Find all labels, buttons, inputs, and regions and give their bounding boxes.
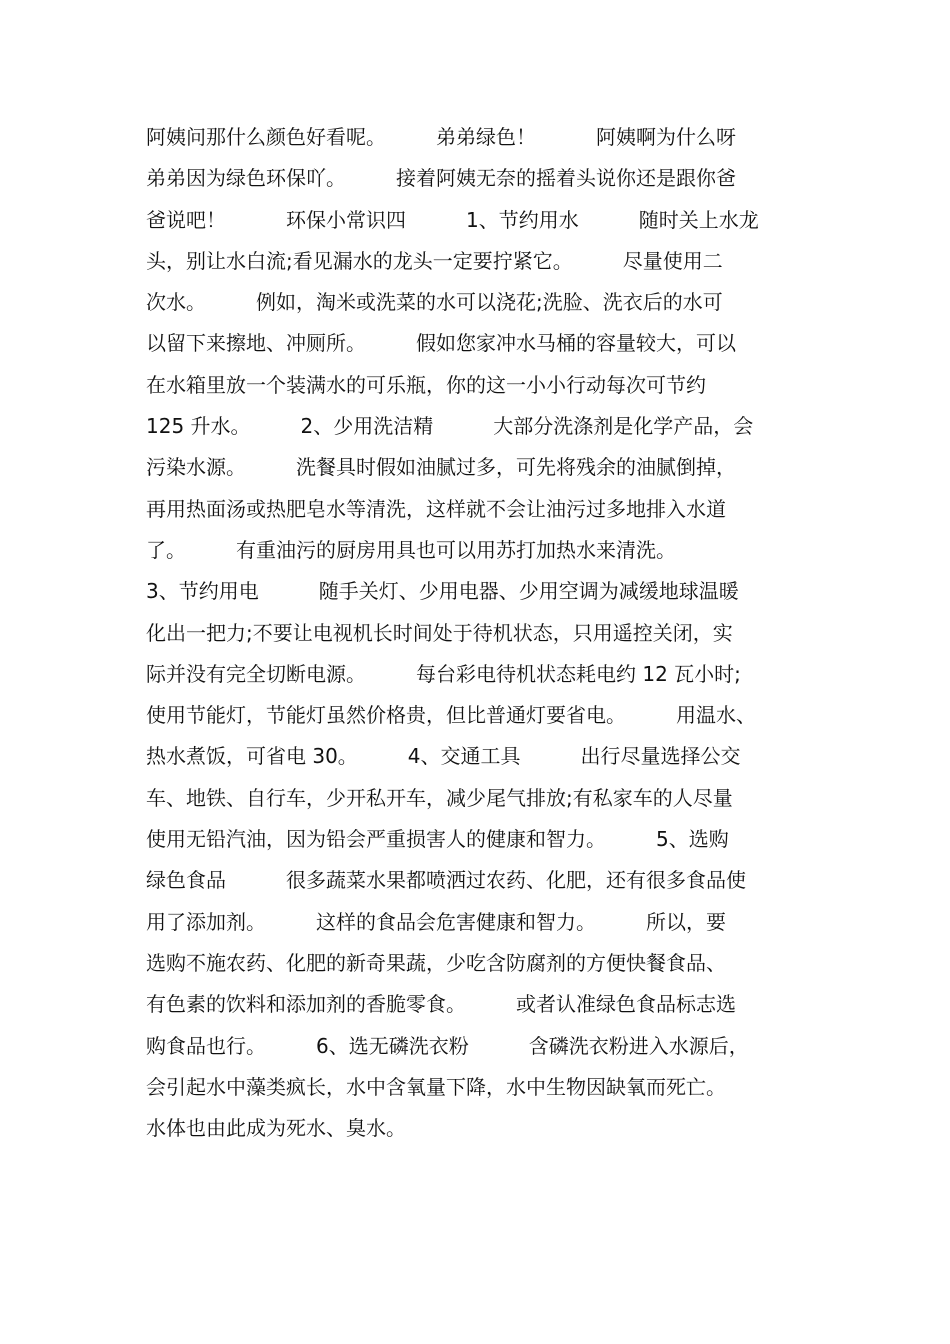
body-text (146, 117, 816, 1149)
text-line: 使用无铅汽油，因为铅会严重损害人的健康和智力。 5、选购 (146, 827, 729, 852)
text-line: 污染水源。 洗餐具时假如油腻过多，可先将残余的油腻倒掉， (146, 455, 736, 480)
text-line: 水体也由此成为死水、臭水。 (146, 1116, 406, 1141)
text-line: 阿姨问那什么颜色好看呢。 弟弟绿色！ 阿姨啊为什么呀 (146, 125, 736, 149)
text-line: 热水煮饭，可省电 30。 4、交通工具 出行尽量选择公交 (146, 744, 741, 769)
text-line: 车、地铁、自行车，少开私开车，减少尾气排放;有私家车的人尽量 (146, 785, 733, 810)
text-line: 3、节约用电 随手关灯、少用电器、少用空调为减缓地球温暖 (146, 579, 739, 604)
text-line: 爸说吧！ 环保小常识四 1、节约用水 随时关上水龙 (146, 207, 759, 232)
text-line: 了。 有重油污的厨房用具也可以用苏打加热水来清洗。 (146, 537, 676, 562)
text-line: 际并没有完全切断电源。 每台彩电待机状态耗电约 12 瓦小时; (146, 661, 741, 686)
text-line: 用了添加剂。 这样的食品会危害健康和智力。 所以，要 (146, 909, 726, 934)
text-line: 再用热面汤或热肥皂水等清洗，这样就不会让油污过多地排入水道 (146, 496, 726, 521)
text-line: 以留下来擦地、冲厕所。 假如您家冲水马桶的容量较大，可以 (146, 331, 736, 356)
text-line: 弟弟因为绿色环保吖。 接着阿姨无奈的摇着头说你还是跟你爸 (146, 166, 736, 191)
text-line: 125 升水。 2、少用洗洁精 大部分洗涤剂是化学产品，会 (146, 414, 754, 439)
text-line: 购食品也行。 6、选无磷洗衣粉 含磷洗衣粉进入水源后， (146, 1033, 749, 1058)
text-line: 选购不施农药、化肥的新奇果蔬，少吃含防腐剂的方便快餐食品、 (146, 950, 726, 975)
text-line: 绿色食品 很多蔬菜水果都喷洒过农药、化肥，还有很多食品使 (146, 868, 746, 893)
text-line: 次水。 例如，淘米或洗菜的水可以浇花;洗脸、洗衣后的水可 (146, 290, 723, 315)
text-line: 在水箱里放一个装满水的可乐瓶，你的这一小小行动每次可节约 (146, 372, 706, 397)
text-line: 有色素的饮料和添加剂的香脆零食。 或者认准绿色食品标志选 (146, 992, 736, 1017)
text-line: 化出一把力;不要让电视机长时间处于待机状态，只用遥控关闭，实 (146, 620, 733, 645)
text-line: 会引起水中藻类疯长，水中含氧量下降，水中生物因缺氧而死亡。 (146, 1074, 726, 1099)
text-line: 头，别让水白流;看见漏水的龙头一定要拧紧它。 尽量使用二 (146, 248, 723, 273)
text-line: 使用节能灯，节能灯虽然价格贵，但比普通灯要省电。 用温水、 (146, 703, 756, 728)
